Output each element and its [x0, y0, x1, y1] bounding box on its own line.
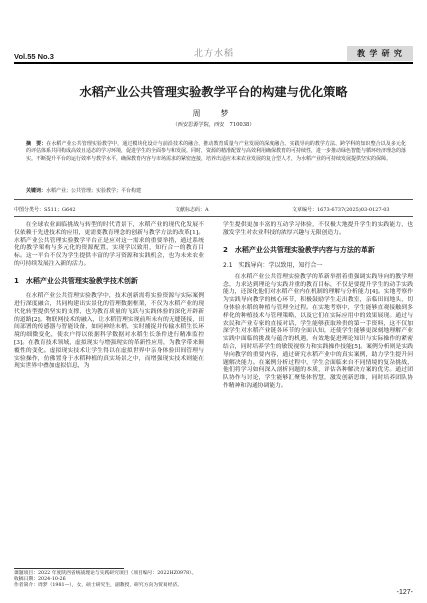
- left-column: [14, 222, 204, 371]
- volume-number: Vol.55 No.3: [14, 52, 54, 61]
- document-code: 文献标志码：A: [175, 207, 209, 213]
- right-column: [223, 222, 413, 391]
- section-1-paragraph: 在水稻产业公共管理实验教学中，技术创新需将实验资源与实际案例进行深度融合，共同构建出实景化的管理数据框架，不仅为水稻产业的现代化转型提供坚实的支撑，也为教育质量的飞跃与实践体验的深化开辟新的道路[2]。物联网技术的融入，让水稻管理实现前所未有的无缝链接，田间部署的传感器与智能设备，如同神经末梢，实时捕捉并传输水稻生长环境的细微变化，使农户得以依据科学数据对水稻生长条件进行精准监控[3]。在教育技术领域，虚拟现实与增强现实的革新性应用，为教学带来颠覆性的变化。虚拟现实技术让学生得以在虚拟世界中亲身体验田间管理与实验操作，仿佛置身于水稻种植的真实场景之中，而增强现实技术则能在现实世界中叠加虚拟信息，为: [14, 293, 204, 370]
- meta-rule-bottom: [14, 216, 413, 217]
- meta-rule-top: [14, 199, 413, 200]
- footnote-project: 课题项目：2022 年度陕西省统战理论与实践研究项目（项目编号：2022HZ0978）。: [14, 571, 197, 576]
- abstract-label: 摘 要：: [26, 141, 47, 147]
- running-header: [14, 22, 413, 66]
- subsection-2-1-paragraph: 在水稻产业公共管理实验教学的革新举措着重强调实践导向的教学理念，力求达到理论与实践并重的教育目标，不仅是要提升学生的动手实践能力，还深化他们对水稻产业内在机制的理解与分析能力[4]。实地考察作为实践导向教学的核心环节，积极鼓励学生走出教室，亲临田间地头，切身体验水稻的种植与管理全过程。在实地考察中，学生能够直观接触到多样化的种植技术与管理策略，以及它们在实际应用中的效果展现。通过与农民和产业专家的直接对话，学生能够获取珍贵的第一手资料，这不仅加深学生对水稻产业链各环节的全面认知，还使学生能够更深刻地理解产业实践中面临的挑战与蕴含的机遇，有效地促进理论知识与实际操作的紧密结合，同时培养学生的敏锐视察力和实践操作技能[5]。案例分析则是实践导向教学的重要内容，通过研究水稻产业中的真实案例，助力学生提升问题解决能力。在案例分析过程中，学生会面临来自不同情境的复杂挑战，他们将学习如何深入剖析问题的本质，评估各种解决方案的优劣。通过团队协作与讨论，学生能够汇聚集体智慧，激发创新思维，同时培养团队协作精神和沟通协调能力。: [223, 273, 413, 390]
- clc-number: 中图分类号：S511；G642: [14, 207, 76, 213]
- keywords-label: 关键词：: [26, 188, 47, 194]
- journal-name: 北方水稻: [193, 49, 234, 59]
- footnote-received-date: 收稿日期：2024-10-26: [14, 577, 66, 583]
- author-name: 周 梦: [192, 109, 235, 118]
- keywords-text: 水稻产业；公共管理；实验教学；平台构建: [46, 188, 142, 194]
- abstract: [26, 141, 406, 163]
- paper-title: 水稻产业公共管理实验教学平台的构建与优化策略: [79, 85, 348, 99]
- section-2-heading: 2 水稻产业公共管理实验教学内容与方法的革新: [223, 245, 375, 254]
- section-tag: 教 学 研 究: [347, 46, 413, 61]
- continued-paragraph: 学生提供更加丰富的互动学习体验，不仅极大地提升学生的实践能力，也激发学生对农业科技的浓厚兴趣与无限创造力。: [223, 222, 413, 236]
- abstract-text: 在水稻产业公共管理实验教学中，通过模块化设计与前沿技术的融合，推动教育质量与产业发展的深度融合。实践导向的教学方法、跨学科的知识整合以及多元化的评估体系共同构成高效且适态的学习环境，促进学生的全面参与和发展。同时，资源的精准配置与高效利用确保教育的可持续性，进一步推动绿色智能与循环经济理念的落实。不断提升平台的运行效率与教学水平，确保教育内容与市场需求的紧密连接，培养出适应未来农业发展的复合型人才，为水稻产业的可持续发展提供坚实的保障。: [26, 141, 407, 162]
- header-rule: [14, 62, 413, 64]
- footnote: [14, 571, 204, 590]
- subsection-2-1-heading: 2.1 实践导向：学以致用，知行合一: [223, 262, 323, 270]
- intro-paragraph: 在全球农业面临挑战与转型的时代背景下，水稻产业的现代化发展不仅依赖于先进技术的应用，更需要教育理念的创新与教学方法的改革[1]。水稻产业公共管理实验教学平台正是应对这一需求的重要举措，通过系统化的教学架构与多元化的资源配置，实现学以致用，知行合一的教育目标。这一平台不仅为学生提供丰富的学习资源和实践机会，也为未来农业的可持续发展注入新的活力。: [14, 222, 204, 267]
- footnote-author-bio: 作者简介：周梦（1981—），女，硕士研究生，副教授，研究方向为贸易经济。: [14, 583, 183, 589]
- footnote-rule: [14, 568, 124, 569]
- section-1-heading: 1 水稻产业公共管理实验教学技术创新: [14, 276, 138, 285]
- author-affiliation: （西安思源学院，西安 710038）: [172, 122, 255, 128]
- keywords: [26, 187, 406, 194]
- article-number: 文章编号：1673-6737(2025)03-0127-03: [292, 207, 390, 213]
- page-number: -127-: [396, 589, 413, 596]
